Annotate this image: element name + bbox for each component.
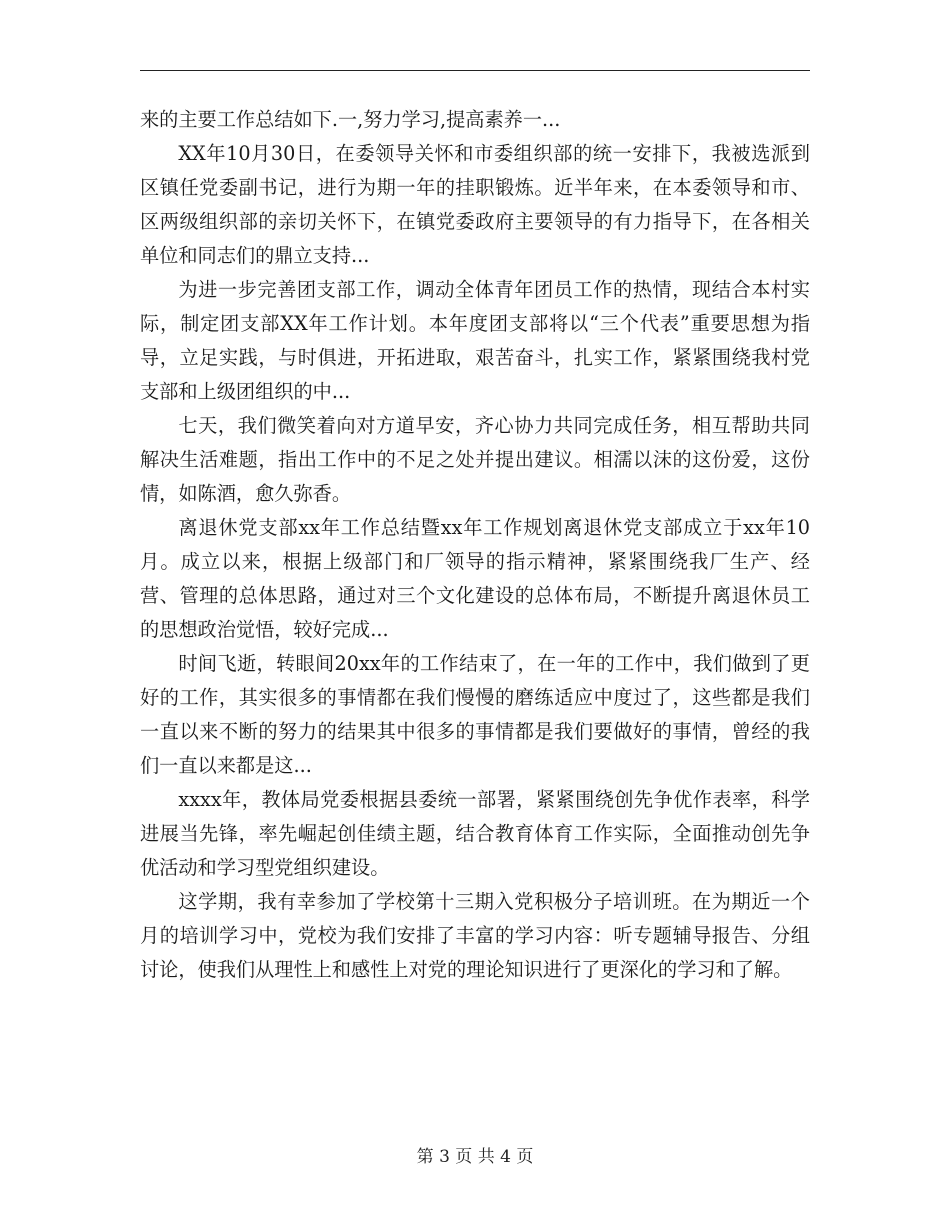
document-body [140,103,810,987]
paragraph: 时间飞逝，转眼间20xx年的工作结束了，在一年的工作中，我们做到了更好的工作，其实很多的事情都在我们慢慢的磨练适应中度过了，这些都是我们一直以来不断的努力的结果其中很多的事情都是我们要做好的事情，曾经的我们一直以来都是这... [140,652,810,777]
paragraph: xxxx年，教体局党委根据县委统一部署，紧紧围绕创先争优作表率，科学进展当先锋，率先崛起创佳绩主题，结合教育体育工作实际，全面推动创先争优活动和学习型党组织建设。 [140,788,810,879]
paragraph: XX年10月30日，在委领导关怀和市委组织部的统一安排下，我被选派到区镇任党委副书记，进行为期一年的挂职锻炼。近半年来，在本委领导和市、区两级组织部的亲切关怀下，在镇党委政府主要领导的有力指导下，在各相关单位和同志们的鼎立支持... [140,142,810,267]
header-rule [140,70,810,71]
paragraph: 这学期，我有幸参加了学校第十三期入党积极分子培训班。在为期近一个月的培训学习中，党校为我们安排了丰富的学习内容：听专题辅导报告、分组讨论，使我们从理性上和感性上对党的理论知识进行了更深化的学习和了解。 [140,890,810,981]
paragraph: 离退休党支部xx年工作总结暨xx年工作规划离退休党支部成立于xx年10月。成立以来，根据上级部门和厂领导的指示精神，紧紧围绕我厂生产、经营、管理的总体思路，通过对三个文化建设的总体布局，不断提升离退休员工的思想政治觉悟，较好完成... [140,516,810,641]
paragraph: 七天，我们微笑着向对方道早安，齐心协力共同完成任务，相互帮助共同解决生活难题，指出工作中的不足之处并提出建议。相濡以沫的这份爱，这份情，如陈酒，愈久弥香。 [140,414,810,505]
paragraph-continuation: 来的主要工作总结如下.一,努力学习,提高素养一... [140,108,561,131]
page-number-footer: 第 3 页 共 4 页 [416,1147,534,1167]
paragraph: 为进一步完善团支部工作，调动全体青年团员工作的热情，现结合本村实际，制定团支部XX年工作计划。本年度团支部将以“三个代表”重要思想为指导，立足实践，与时俱进，开拓进取，艰苦奋斗，扎实工作，紧紧围绕我村党支部和上级团组织的中... [140,278,810,403]
